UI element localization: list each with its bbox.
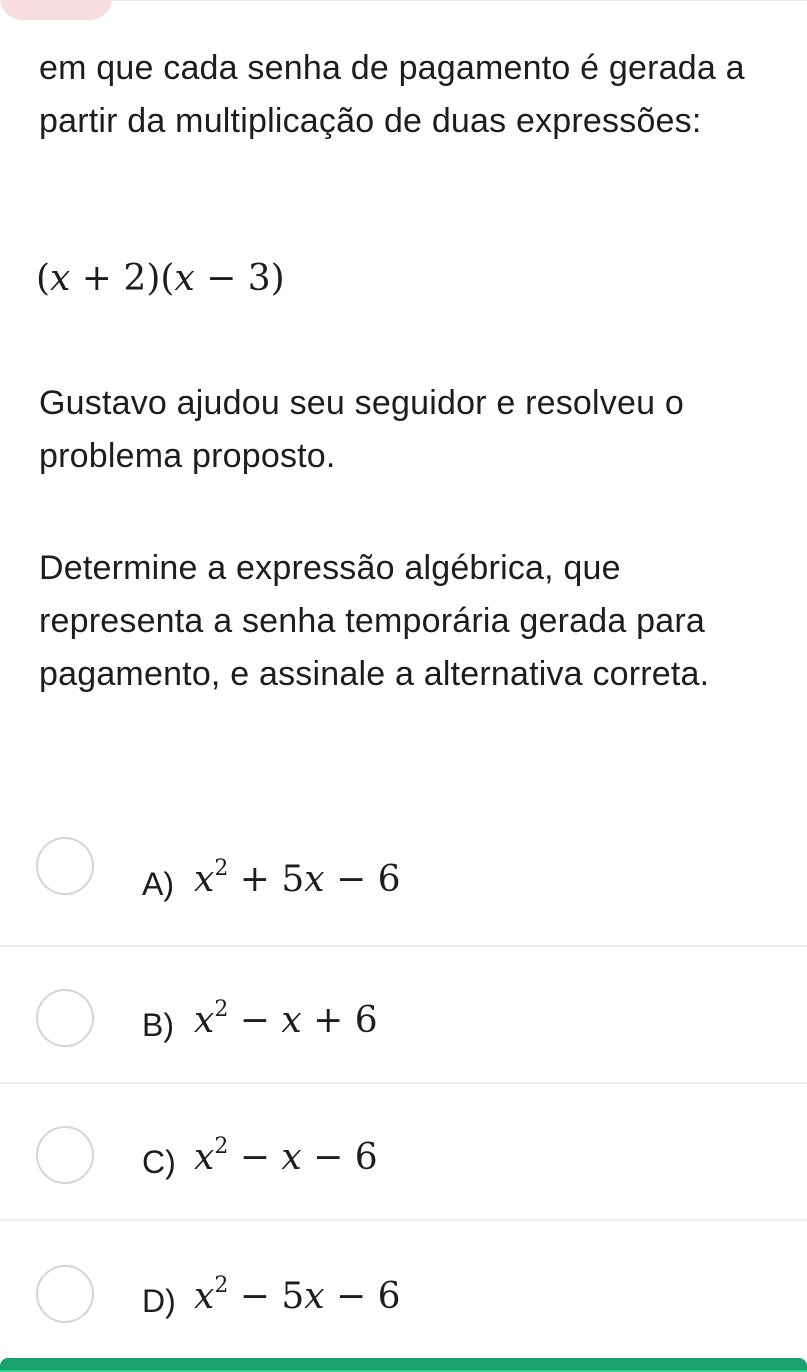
option-a[interactable]	[0, 810, 807, 947]
header-rule	[112, 0, 807, 1]
option-b-expression: $x^2 - x + 6$	[194, 997, 378, 1041]
option-d-expression: $x^2 - 5x - 6$	[194, 1273, 401, 1317]
header-tab	[0, 0, 112, 20]
question-paragraph-2: Gustavo ajudou seu seguidor e resolveu o problema proposto.	[39, 384, 684, 475]
option-d-radio[interactable]	[36, 1265, 94, 1323]
bottom-accent-bar	[0, 1358, 807, 1372]
question-formula: (x + 2)(x − 3)	[36, 258, 285, 299]
option-b-radio[interactable]	[36, 989, 94, 1047]
question-prompt: Determine a expressão algébrica, que representa a senha temporária gerada para pagamento, e assinale a alternativa correta.	[39, 549, 710, 693]
option-d[interactable]	[0, 1221, 807, 1358]
option-a-expression: $x^2 + 5x - 6$	[194, 856, 401, 900]
option-c-letter: C)	[142, 1144, 176, 1180]
option-b-letter: B)	[142, 1007, 174, 1043]
option-c-expression: $x^2 - x - 6$	[194, 1134, 378, 1178]
option-b[interactable]	[0, 947, 807, 1084]
option-a-radio[interactable]	[36, 837, 94, 895]
option-a-letter: A)	[142, 866, 174, 902]
option-c-radio[interactable]	[36, 1126, 94, 1184]
option-c[interactable]	[0, 1084, 807, 1221]
option-d-letter: D)	[142, 1283, 176, 1319]
question-intro: em que cada senha de pagamento é gerada a partir da multiplicação de duas expressões:	[39, 49, 745, 140]
